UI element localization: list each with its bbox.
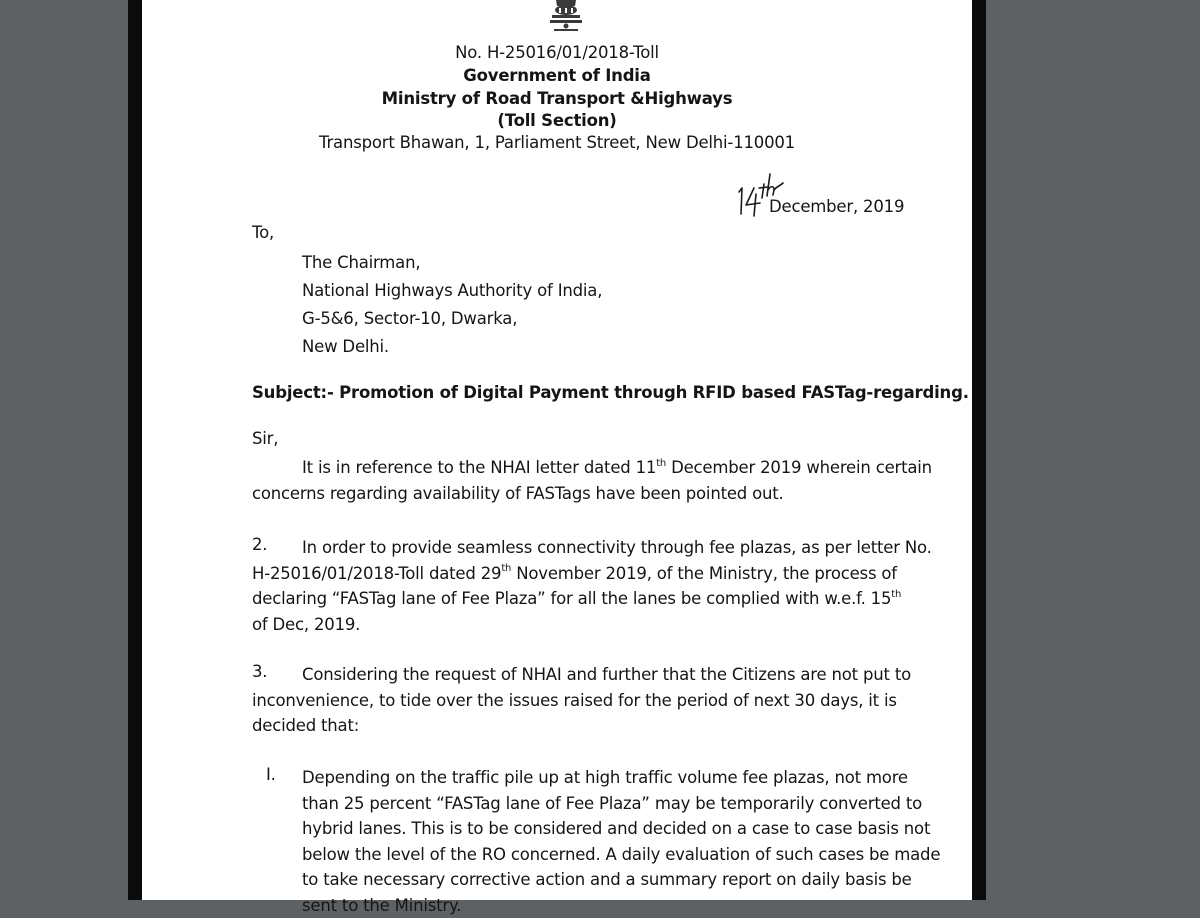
item-1-line-6: sent to the Ministry. <box>302 893 892 918</box>
recipient-line-3: G-5&6, Sector-10, Dwarka, <box>302 309 517 328</box>
paragraph-2-line-1: In order to provide seamless connectivity through fee plazas, as per letter No. <box>252 535 892 561</box>
item-1-line-2: than 25 percent “FASTag lane of Fee Plaza” may be temporarily converted to <box>302 791 892 817</box>
reference-number: No. H-25016/01/2018-Toll <box>142 43 972 62</box>
salutation: Sir, <box>252 429 278 448</box>
paragraph-3-line-1: Considering the request of NHAI and further that the Citizens are not put to <box>252 662 892 688</box>
recipient-line-4: New Delhi. <box>302 337 389 356</box>
paragraph-1 <box>252 455 892 506</box>
item-1 <box>302 765 892 918</box>
national-emblem-icon <box>542 0 590 36</box>
item-1-line-3: hybrid lanes. This is to be considered and decided on a case to case basis not <box>302 816 892 842</box>
paragraph-2 <box>252 535 892 637</box>
background-right <box>986 0 1200 900</box>
paragraph-3-line-2: inconvenience, to tide over the issues raised for the period of next 30 days, it is <box>252 688 892 714</box>
letter-page <box>142 0 972 900</box>
paragraph-2-line-4: of Dec, 2019. <box>252 612 892 638</box>
recipient-line-1: The Chairman, <box>302 253 420 272</box>
government-title: Government of India <box>142 66 972 85</box>
ministry-address: Transport Bhawan, 1, Parliament Street, New Delhi-110001 <box>142 133 972 152</box>
paragraph-2-line-2: H-25016/01/2018-Toll dated 29th November 2019, of the Ministry, the process of <box>252 561 892 587</box>
background-left <box>0 0 128 900</box>
item-1-line-4: below the level of the RO concerned. A daily evaluation of such cases be made <box>302 842 892 868</box>
item-1-number: I. <box>266 765 276 784</box>
paragraph-2-number: 2. <box>252 535 267 554</box>
subject-line: Subject:- Promotion of Digital Payment through RFID based FASTag-regarding. <box>252 383 969 402</box>
paragraph-2-line-3: declaring “FASTag lane of Fee Plaza” for all the lanes be complied with w.e.f. 15th <box>252 586 892 612</box>
page-shadow-left <box>128 0 142 900</box>
letter-date: December, 2019 <box>769 197 904 216</box>
paragraph-1-line-2: concerns regarding availability of FASTags have been pointed out. <box>252 481 892 507</box>
item-1-line-1: Depending on the traffic pile up at high traffic volume fee plazas, not more <box>302 765 892 791</box>
page-shadow-right <box>972 0 986 900</box>
section-title: (Toll Section) <box>142 111 972 130</box>
paragraph-3 <box>252 662 892 739</box>
ministry-title: Ministry of Road Transport &Highways <box>142 89 972 108</box>
paragraph-1-line-1: It is in reference to the NHAI letter dated 11th December 2019 wherein certain <box>252 455 892 481</box>
to-label: To, <box>252 223 274 242</box>
paragraph-3-number: 3. <box>252 662 267 681</box>
item-1-line-5: to take necessary corrective action and a summary report on daily basis be <box>302 867 892 893</box>
recipient-line-2: National Highways Authority of India, <box>302 281 602 300</box>
paragraph-3-line-3: decided that: <box>252 713 892 739</box>
